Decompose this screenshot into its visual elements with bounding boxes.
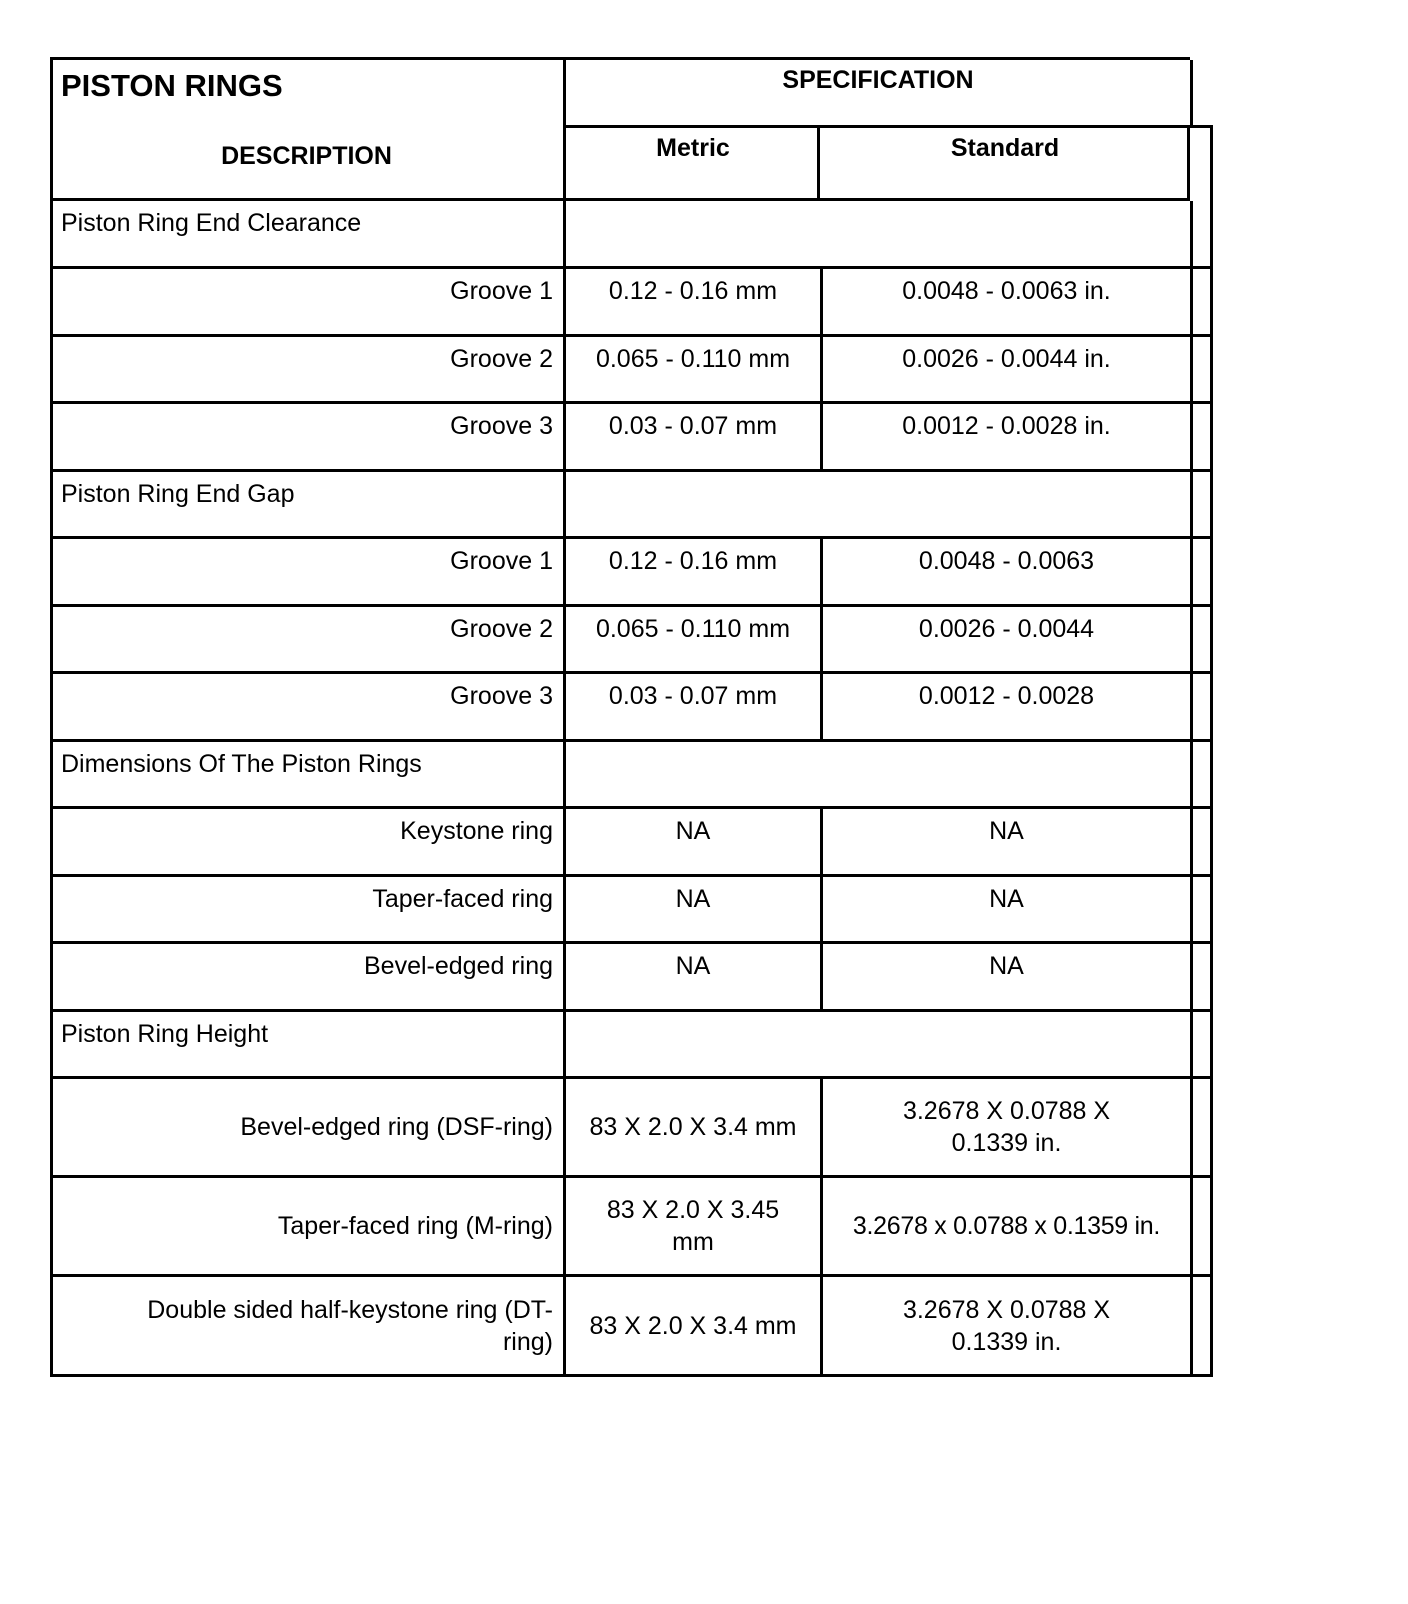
table-row <box>50 944 1213 1012</box>
section-title: Dimensions Of The Piston Rings <box>61 750 422 778</box>
table-row <box>50 404 1213 472</box>
row-description: Groove 2 <box>450 345 553 373</box>
metric-value: 0.03 - 0.07 mm <box>608 682 778 710</box>
table-header <box>50 57 1190 201</box>
standard-value: 3.2678 X 0.0788 X 0.1339 in. <box>902 1295 1111 1356</box>
row-description: Groove 1 <box>450 547 553 575</box>
metric-value: 83 X 2.0 X 3.45 mm <box>606 1196 780 1256</box>
metric-value: 83 X 2.0 X 3.4 mm <box>589 1311 797 1340</box>
row-description: Taper-faced ring <box>372 885 553 913</box>
table-row <box>50 877 1213 944</box>
row-description: Bevel-edged ring (DSF-ring) <box>240 1113 553 1141</box>
metric-value: NA <box>675 885 711 913</box>
table-row <box>50 539 1213 607</box>
section-row <box>50 201 1213 269</box>
table-row <box>50 269 1213 337</box>
row-description: Taper-faced ring (M-ring) <box>277 1212 553 1240</box>
section-title: Piston Ring End Gap <box>61 480 295 508</box>
section-row <box>50 1012 1213 1079</box>
metric-value: 83 X 2.0 X 3.4 mm <box>589 1113 797 1141</box>
table-row <box>50 607 1213 674</box>
specification-header: SPECIFICATION <box>782 66 974 94</box>
standard-value: 0.0012 - 0.0028 <box>918 682 1095 710</box>
table-row <box>50 1079 1213 1178</box>
metric-value: NA <box>675 817 711 845</box>
standard-value: 0.0048 - 0.0063 in. <box>902 277 1111 305</box>
table-row <box>50 1178 1213 1277</box>
standard-value: 0.0026 - 0.0044 in. <box>902 345 1111 373</box>
piston-rings-spec-table <box>50 57 1213 1377</box>
metric-value: 0.065 - 0.110 mm <box>595 345 791 373</box>
row-description: Bevel-edged ring <box>363 952 553 980</box>
standard-value: NA <box>989 817 1024 845</box>
metric-value: 0.065 - 0.110 mm <box>595 615 791 643</box>
standard-value: 3.2678 x 0.0788 x 0.1359 in. <box>852 1212 1161 1240</box>
standard-header: Standard <box>950 134 1060 162</box>
table-row <box>50 337 1213 404</box>
standard-value: 0.0048 - 0.0063 <box>918 547 1095 575</box>
header-title: PISTON RINGS <box>61 68 283 103</box>
section-title: Piston Ring End Clearance <box>61 209 362 237</box>
row-description: Groove 1 <box>450 277 553 305</box>
table-row <box>50 1277 1213 1377</box>
metric-value: 0.12 - 0.16 mm <box>608 277 778 305</box>
metric-value: NA <box>675 952 711 980</box>
metric-value: 0.12 - 0.16 mm <box>608 547 778 575</box>
description-header: DESCRIPTION <box>221 142 392 170</box>
table-row <box>50 809 1213 877</box>
standard-value: 3.2678 X 0.0788 X 0.1339 in. <box>902 1097 1111 1157</box>
standard-value: NA <box>989 885 1024 913</box>
section-row <box>50 472 1213 539</box>
standard-value: 0.0012 - 0.0028 in. <box>902 412 1111 440</box>
section-row <box>50 742 1213 809</box>
row-description: Groove 2 <box>450 615 553 643</box>
row-description: Groove 3 <box>450 412 553 440</box>
section-title: Piston Ring Height <box>61 1020 269 1048</box>
table-row <box>50 674 1213 742</box>
row-description: Groove 3 <box>450 682 553 710</box>
standard-value: NA <box>989 952 1024 980</box>
row-description: Keystone ring <box>400 817 553 845</box>
metric-header: Metric <box>656 134 730 162</box>
standard-value: 0.0026 - 0.0044 <box>918 615 1095 643</box>
row-description: Double sided half-keystone ring (DT-ring) <box>147 1295 553 1356</box>
metric-value: 0.03 - 0.07 mm <box>608 412 778 440</box>
